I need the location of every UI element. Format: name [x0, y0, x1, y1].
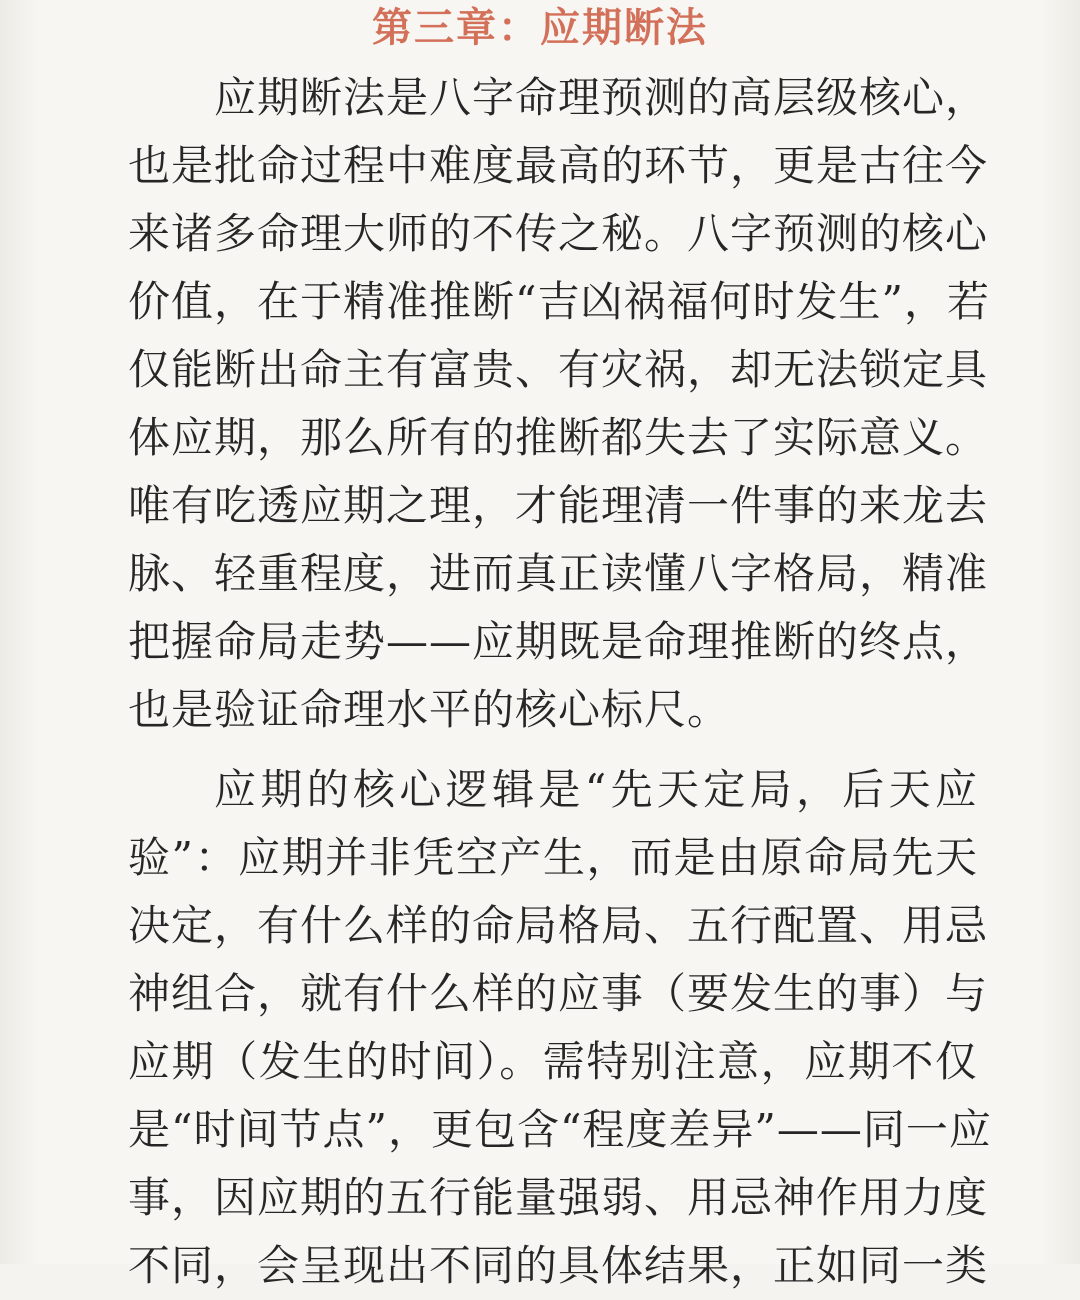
paragraph-2 — [128, 756, 992, 1300]
text-line: 事，因应期的五行能量强弱、用忌神作用力度 — [128, 1173, 989, 1222]
text-line: 也是批命过程中难度最高的环节，更是古往今 — [128, 141, 989, 190]
paragraph-1 — [128, 64, 990, 744]
text-line: 唯有吃透应期之理，才能理清一件事的来龙去 — [128, 481, 989, 530]
body-text — [128, 64, 992, 1300]
text-line: 应期的核心逻辑是“先天定局，后天应 — [214, 765, 978, 814]
text-line: 不同，会呈现出不同的具体结果，正如同一类 — [128, 1241, 989, 1290]
text-line: 价值，在于精准推断“吉凶祸福何时发生”，若 — [128, 277, 990, 326]
text-line: 脉、轻重程度，进而真正读懂八字格局，精准 — [128, 549, 989, 598]
text-line: 把握命局走势——应期既是命理推断的终点， — [128, 617, 989, 666]
text-line: 验”：应期并非凭空产生，而是由原命局先天 — [128, 833, 978, 882]
text-line: 神组合，就有什么样的应事（要发生的事）与 — [128, 969, 989, 1018]
text-line: 体应期，那么所有的推断都失去了实际意义。 — [128, 413, 989, 462]
chapter-title: 第三章：应期断法 — [372, 4, 708, 51]
text-line: 应期断法是八字命理预测的高层级核心， — [214, 73, 989, 122]
text-line: 应期（发生的时间）。需特别注意，应期不仅 — [128, 1037, 978, 1086]
paragraph-gap — [128, 744, 978, 756]
text-line: 决定，有什么样的命局格局、五行配置、用忌 — [128, 901, 989, 950]
text-line: 仅能断出命主有富贵、有灾祸，却无法锁定具 — [128, 345, 989, 394]
text-line: 来诸多命理大师的不传之秘。八字预测的核心 — [128, 209, 989, 258]
text-line: 也是验证命理水平的核心标尺。 — [128, 685, 731, 734]
text-line: 是“时间节点”，更包含“程度差异”——同一应 — [128, 1105, 992, 1154]
